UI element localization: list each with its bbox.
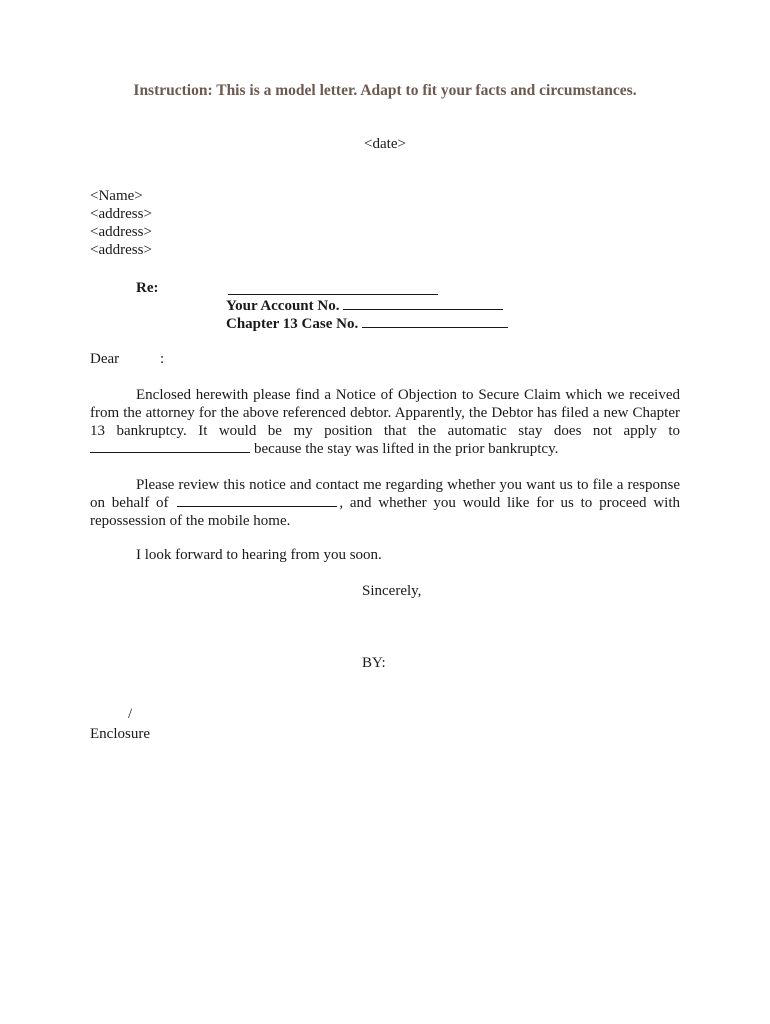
recipient-address-line-2: <address> [90, 224, 152, 240]
body-paragraph-2 [90, 476, 680, 530]
paragraph-1-text: Enclosed herewith please find a Notice of Objection to Secure Claim which we received from the attorney for the above referenced debtor. Apparently, the Debtor has filed a new Chapter 13 bankruptcy. It would be my position that the automatic stay does not apply to [90, 387, 680, 439]
closing-sincerely: Sincerely, [362, 583, 422, 599]
account-number-blank [343, 297, 503, 310]
paragraph-2-head: Please review this notice and contact me regarding whether you want us to file a response on behalf of [90, 477, 680, 511]
body-paragraph-1 [90, 386, 680, 458]
account-number-line [226, 297, 503, 315]
case-number-line [226, 315, 508, 333]
recipient-name: <Name> [90, 188, 143, 204]
enclosure-notation: Enclosure [90, 726, 150, 742]
paragraph-1-blank [90, 440, 250, 453]
typist-initials-slash: / [128, 706, 133, 722]
re-subject-blank [228, 282, 438, 295]
case-number-blank [362, 315, 508, 328]
body-paragraph-3: I look forward to hearing from you soon. [136, 547, 382, 563]
salutation-colon: : [160, 351, 165, 367]
letter-date: <date> [364, 136, 406, 152]
signature-by-label: BY: [362, 655, 386, 671]
salutation-dear: Dear [90, 351, 120, 367]
recipient-address-line-3: <address> [90, 242, 152, 258]
case-number-label: Chapter 13 Case No. [226, 316, 359, 332]
paragraph-2-tail: , and whether you would like for us to proceed with repossession of the mobile home. [90, 495, 681, 529]
recipient-address-line-1: <address> [90, 206, 152, 222]
account-number-label: Your Account No. [226, 298, 340, 314]
paragraph-1-tail: because the stay was lifted in the prior bankruptcy. [254, 441, 559, 457]
paragraph-2-blank [177, 494, 337, 507]
instruction-note: Instruction: This is a model letter. Adapt to fit your facts and circumstances. [133, 82, 637, 99]
re-label: Re: [136, 280, 159, 296]
